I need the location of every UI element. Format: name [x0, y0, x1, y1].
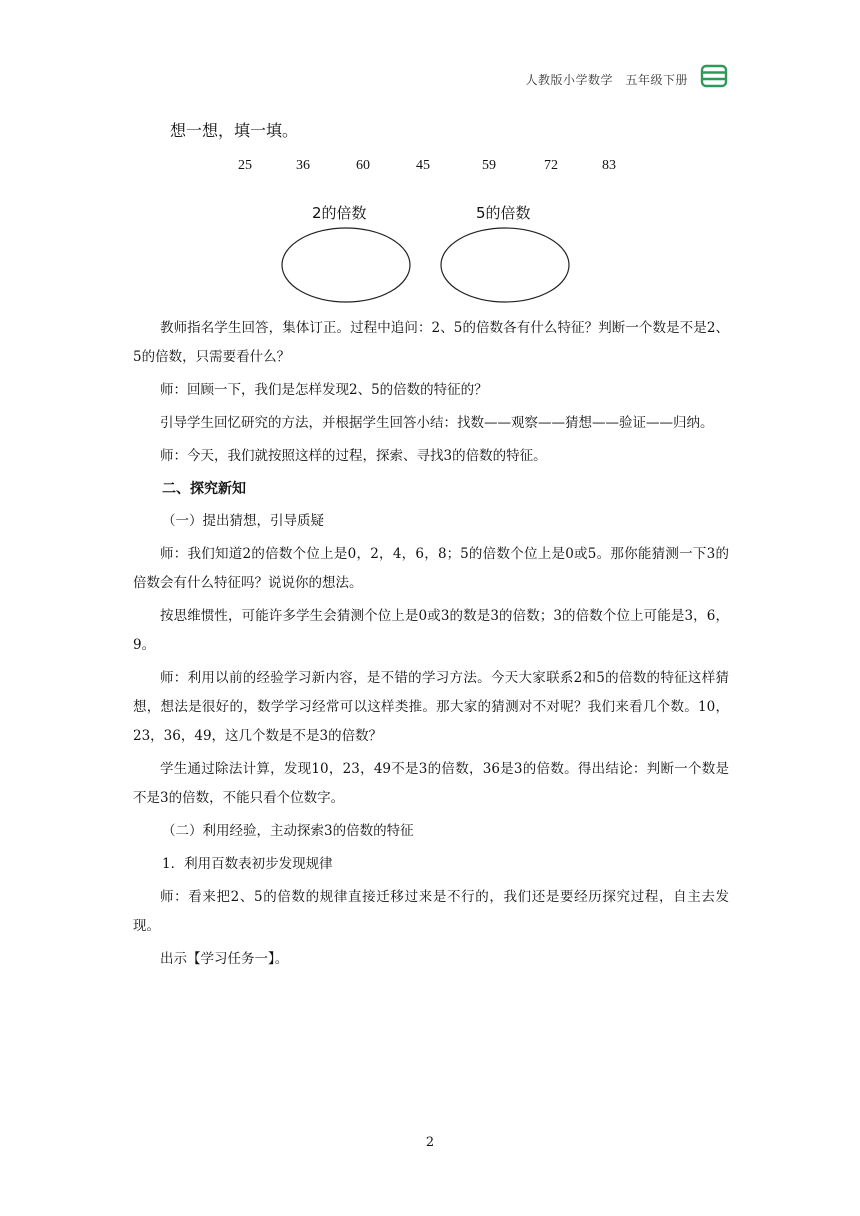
paragraph: 引导学生回忆研究的方法，并根据学生回答小结：找数——观察——猜想——验证——归纳。 [160, 415, 714, 431]
set-label-multiples-of-5: 5的倍数 [476, 204, 531, 222]
number-item: 25 [238, 158, 252, 173]
paragraph: 按思维惯性，可能许多学生会猜测个位上是0或3的数是3的倍数；3的倍数个位上可能是3，6，9。 [133, 608, 729, 653]
ellipse-multiples-of-2 [282, 228, 410, 302]
number-item: 59 [482, 158, 496, 173]
number-item: 72 [544, 158, 558, 173]
number-item: 83 [602, 158, 616, 173]
exercise-title: 想一想，填一填。 [170, 121, 299, 140]
paragraph: 师：我们知道2的倍数个位上是0，2，4，6，8；5的倍数个位上是0或5。那你能猜测一下3的倍数会有什么特征吗？说说你的想法。 [133, 546, 729, 591]
subsection-heading: 1．利用百数表初步发现规律 [162, 856, 333, 872]
paragraph: 师：今天，我们就按照这样的过程，探索、寻找3的倍数的特征。 [160, 448, 547, 464]
set-label-multiples-of-2: 2的倍数 [312, 204, 367, 222]
running-header: 人教版小学数学 五年级下册 [525, 73, 688, 87]
body-content [133, 314, 729, 978]
section-heading: 二、探究新知 [162, 481, 246, 497]
paragraph: 教师指名学生回答，集体订正。过程中追问：2、5的倍数各有什么特征？判断一个数是不是2、5的倍数，只需要看什么？ [133, 320, 729, 365]
ellipse-multiples-of-5 [441, 228, 569, 302]
paragraph: 师：看来把2、5的倍数的规律直接迁移过来是不行的，我们还是要经历探究过程，自主去发现。 [133, 889, 729, 934]
subsection-heading: （一）提出猜想，引导质疑 [162, 513, 324, 529]
set-ellipses [280, 226, 574, 310]
number-item: 36 [296, 158, 310, 173]
page-number: 2 [425, 1135, 435, 1150]
number-item: 60 [356, 158, 370, 173]
paragraph: 学生通过除法计算，发现10，23，49不是3的倍数，36是3的倍数。得出结论：判断一个数是不是3的倍数，不能只看个位数字。 [133, 761, 729, 806]
subsection-heading: （二）利用经验，主动探索3的倍数的特征 [162, 823, 414, 839]
number-item: 45 [416, 158, 430, 173]
green-book-icon [700, 64, 728, 92]
paragraph: 师：利用以前的经验学习新内容，是不错的学习方法。今天大家联系2和5的倍数的特征这样猜想，想法是很好的，数学学习经常可以这样类推。那大家的猜测对不对呢？我们来看几个数。10，23，36，49，这几个数是不是3的倍数？ [133, 670, 729, 744]
paragraph: 出示【学习任务一】。 [160, 951, 289, 967]
paragraph: 师：回顾一下，我们是怎样发现2、5的倍数的特征的？ [160, 382, 488, 398]
